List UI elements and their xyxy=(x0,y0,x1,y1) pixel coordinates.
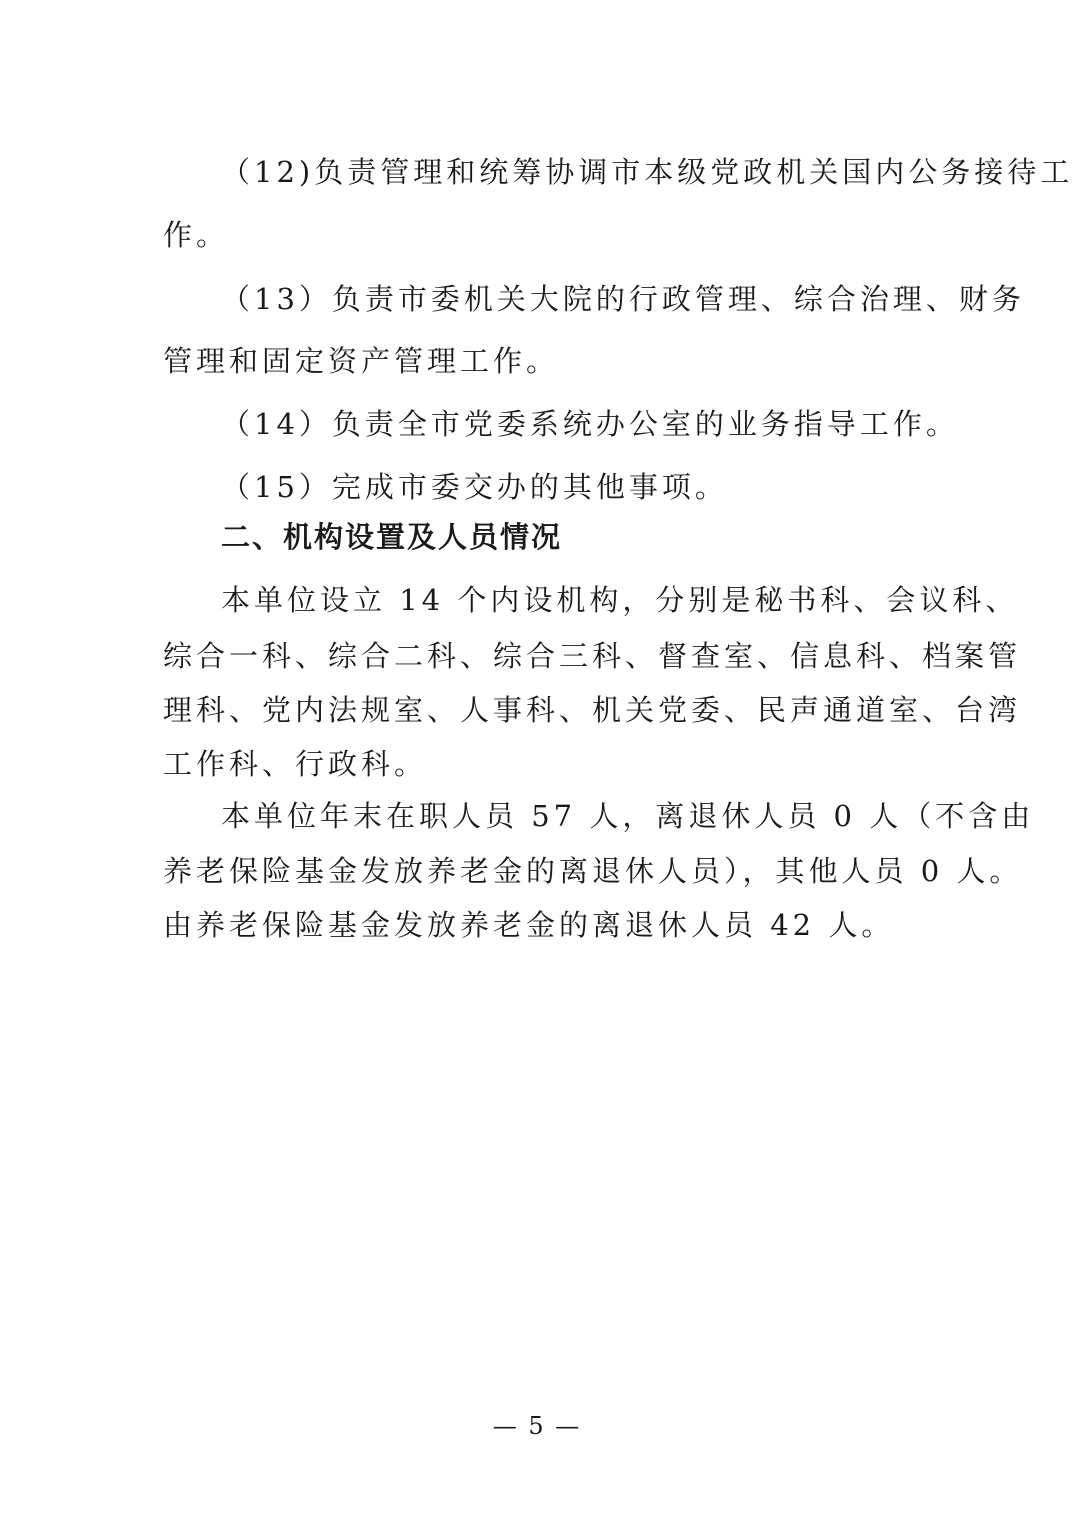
section-heading: 二、机构设置及人员情况 xyxy=(221,520,563,554)
paragraph-staff-line-1: 本单位年末在职人员 57 人，离退休人员 0 人（不含由 xyxy=(221,799,1035,833)
list-item-13-line-1: （13）负责市委机关大院的行政管理、综合治理、财务 xyxy=(221,282,1025,316)
paragraph-staff-line-2: 养老保险基金发放养老金的离退休人员），其他人员 0 人。 xyxy=(163,854,1023,888)
list-item-14: （14）负责全市党委系统办公室的业务指导工作。 xyxy=(221,407,959,441)
page-number: — 5 — xyxy=(492,1412,582,1440)
paragraph-departments-line-4: 工作科、行政科。 xyxy=(163,747,428,781)
list-item-12-line-2: 作。 xyxy=(163,218,230,252)
paragraph-departments-line-2: 综合一科、综合二科、综合三科、督查室、信息科、档案管 xyxy=(163,639,1022,673)
list-item-15: （15）完成市委交办的其他事项。 xyxy=(221,470,728,504)
paragraph-staff-line-3: 由养老保险基金发放养老金的离退休人员 42 人。 xyxy=(163,908,895,942)
list-item-12-line-1: （12)负责管理和统筹协调市本级党政机关国内公务接待工 xyxy=(221,155,1074,189)
paragraph-departments-line-1: 本单位设立 14 个内设机构，分别是秘书科、会议科、 xyxy=(221,583,1019,617)
paragraph-departments-line-3: 理科、党内法规室、人事科、机关党委、民声通道室、台湾 xyxy=(163,693,1022,727)
list-item-13-line-2: 管理和固定资产管理工作。 xyxy=(163,344,560,378)
